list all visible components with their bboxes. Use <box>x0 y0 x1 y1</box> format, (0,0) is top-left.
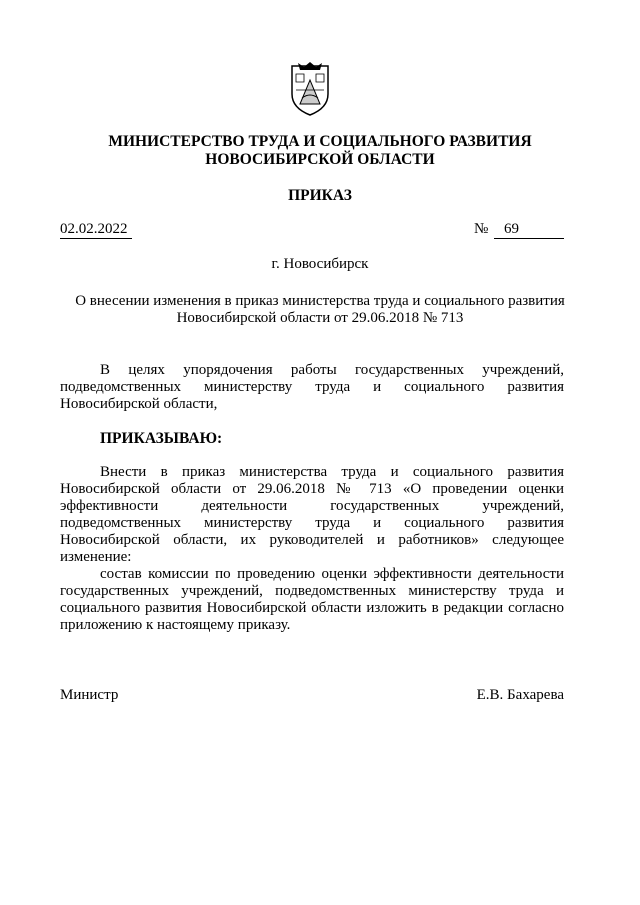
clause-paragraph: Внести в приказ министерства труда и социального развития Новосибирской области от 29.06.2018 № 713 «О проведении оценки эффективности деятельности государственных учреждений, подведомственных министерству труда и социального развития Новосибирской области, их руководителей и работников» следующее изменение: <box>60 464 564 565</box>
subject-line1: О внесении изменения в приказ министерства труда и социального развития <box>75 293 565 309</box>
signatory-name: Е.В. Бахарева <box>476 687 564 703</box>
document-subject <box>60 293 580 327</box>
coat-of-arms-icon <box>286 60 334 118</box>
document-number: 69 <box>494 221 564 239</box>
subject-line2: Новосибирской области от 29.06.2018 № 713 <box>176 310 464 326</box>
signatory-position: Министр <box>60 687 119 703</box>
ministry-name-line2: НОВОСИБИРСКОЙ ОБЛАСТИ <box>205 151 435 168</box>
number-label: № <box>474 221 489 237</box>
city: г. Новосибирск <box>271 256 369 272</box>
order-word: ПРИКАЗЫВАЮ: <box>100 430 223 447</box>
preamble-paragraph: В целях упорядочения работы государственных учреждений, подведомственных министерству труда и социального развития Новосибирской области, <box>60 362 564 412</box>
document-type: ПРИКАЗ <box>288 187 352 204</box>
ministry-name-line1: МИНИСТЕРСТВО ТРУДА И СОЦИАЛЬНОГО РАЗВИТИЯ <box>108 133 532 150</box>
document-date: 02.02.2022 <box>60 221 132 239</box>
signature-row <box>60 687 564 704</box>
change-paragraph: состав комиссии по проведению оценки эффективности деятельности государственных учреждений, подведомственных министерству труда и социального развития Новосибирской области изложить в редакции согласно приложению к настоящему приказу. <box>60 566 564 633</box>
